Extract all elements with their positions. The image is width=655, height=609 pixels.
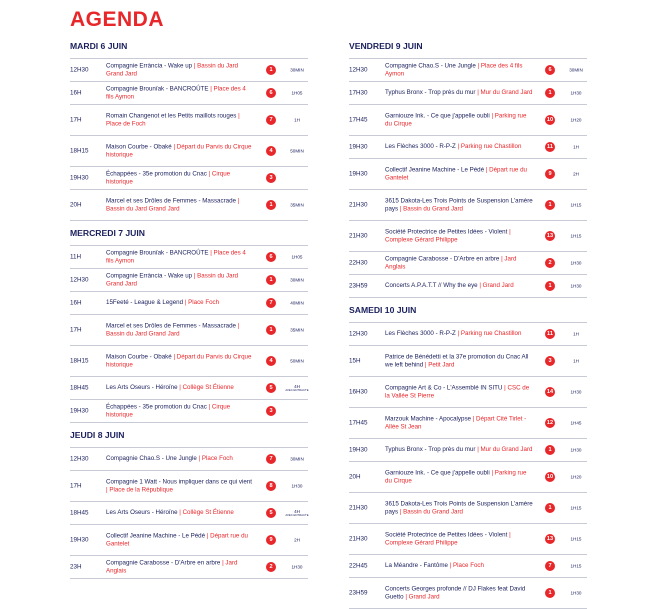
event-title: Concerts A.P.A.T.T // Why the eye (385, 282, 478, 290)
event-time: 20H (349, 473, 361, 481)
event-duration: 1H45 (570, 420, 582, 426)
event-location: | Bassin du Jard Grand Jard (106, 197, 240, 212)
event-duration: 1H15 (570, 202, 582, 208)
event-title: Maison Courbe - Obaké (106, 353, 172, 361)
event-location: | Place des 4 fils Aymon (106, 85, 246, 100)
event-duration: 1H (294, 117, 300, 123)
event-title: Compagnie Chao.S - Une Jungle (106, 455, 197, 463)
event-row (349, 252, 587, 275)
event-description (385, 112, 533, 127)
event-location: | Complexe Gérard Philippe (385, 531, 511, 546)
event-row (349, 524, 587, 555)
event-description (106, 509, 254, 517)
event-row (349, 159, 587, 190)
event-location: | Place Foch (449, 562, 484, 570)
event-location: | Petit Jard (424, 361, 455, 368)
event-location: | Départ du Parvis du Cirque historique (106, 353, 252, 368)
event-duration: 4H AVEC ENTRACTE (285, 508, 309, 517)
venue-number-badge: 14 (546, 389, 554, 395)
event-title: Échappées - 35e promotion du Cnac (106, 403, 207, 411)
event-description (385, 166, 533, 181)
day-heading: JEUDI 8 JUIN (70, 430, 125, 440)
event-title: Les Flèches 3000 - R-P-Z (385, 330, 456, 338)
event-time: 11H (70, 253, 82, 261)
venue-number-badge: 1 (266, 65, 276, 75)
event-duration: 1H (573, 358, 579, 364)
event-location: | Collège St Étienne (179, 509, 234, 517)
venue-number-badge: 3 (266, 173, 276, 183)
event-duration: 30MIN (290, 277, 304, 283)
event-description (106, 384, 254, 392)
event-location: | Bassin du Jard Grand Jard (106, 322, 240, 337)
event-description (385, 415, 533, 430)
event-row (70, 447, 308, 471)
event-row (70, 58, 308, 82)
event-row (349, 322, 587, 346)
venue-number-badge: 3 (266, 406, 276, 416)
left-column (70, 40, 308, 579)
event-time: 20H (70, 201, 82, 209)
event-description (106, 85, 254, 100)
event-time: 18H45 (70, 509, 89, 517)
event-title: Compagnie Brounïak - BANCROÛTE (106, 85, 209, 93)
event-location: | Grand Jard (405, 593, 440, 600)
event-row (349, 105, 587, 136)
event-duration: 1H05 (291, 90, 303, 96)
event-row (70, 245, 308, 269)
event-title: Collectif Jeanine Machine - Le Pédé (106, 532, 206, 540)
event-location: | CSC de la Vallée St Pierre (385, 384, 530, 399)
event-location: | Place Foch (184, 299, 220, 307)
event-description (106, 478, 254, 493)
event-row (70, 269, 308, 292)
event-time: 21H30 (349, 201, 368, 209)
event-location: | Parking rue Chastillon (457, 330, 522, 338)
event-time: 18H45 (70, 384, 89, 392)
event-duration: 2H (294, 537, 300, 543)
event-time: 15H (349, 357, 361, 365)
event-description (385, 446, 533, 454)
event-duration: 1H15 (570, 563, 582, 569)
event-row (349, 493, 587, 524)
day-heading: SAMEDI 10 JUIN (349, 305, 417, 315)
venue-number-badge: 5 (266, 508, 276, 518)
event-title: Garniouze Ink. - Ce que j'appelle oubli (385, 469, 490, 477)
venue-number-badge: 1 (545, 281, 555, 291)
event-description (106, 322, 254, 337)
venue-number-badge: 11 (545, 142, 555, 152)
event-time: 17H45 (349, 419, 368, 427)
event-duration: 1H15 (570, 233, 582, 239)
event-duration: 1H (573, 331, 579, 337)
event-title: Les Arts Oseurs - Héroïne (106, 509, 178, 517)
event-time: 23H59 (349, 282, 368, 290)
event-time: 19H30 (70, 174, 89, 182)
event-row (349, 82, 587, 105)
event-row (70, 525, 308, 556)
event-description (385, 282, 533, 290)
day-heading: MERCREDI 7 JUIN (70, 228, 145, 238)
venue-number-badge: 7 (545, 561, 555, 571)
event-time: 19H30 (349, 170, 368, 178)
venue-number-badge: 13 (546, 536, 554, 542)
day-heading: MARDI 6 JUIN (70, 41, 128, 51)
event-row (349, 462, 587, 493)
event-time: 21H30 (349, 504, 368, 512)
event-location: | Grand Jard (479, 282, 514, 290)
event-description (385, 585, 533, 600)
venue-number-badge: 11 (545, 329, 555, 339)
event-duration: 1H (573, 144, 579, 150)
event-title: Romain Changenot et les Petits maillots rouges (106, 112, 237, 120)
event-duration: 1H30 (570, 447, 582, 453)
event-title: Compagnie Brounïak - BANCROÛTE (106, 249, 209, 257)
event-duration: 50MIN (290, 358, 304, 364)
event-time: 12H30 (70, 66, 89, 74)
event-duration: 1H30 (570, 90, 582, 96)
event-title: Compagnie Errància - Wake up (106, 62, 193, 70)
event-title: Marcel et ses Drôles de Femmes - Massacrade (106, 197, 236, 205)
event-title: Les Flèches 3000 - R-P-Z (385, 143, 456, 151)
event-title: Compagnie Carabosse - D'Arbre en arbre (106, 559, 221, 567)
event-description (385, 62, 533, 77)
event-duration: 35MIN (290, 202, 304, 208)
event-title: Compagnie Carabosse - D'Arbre en arbre (385, 255, 500, 263)
event-location: | Place Foch (198, 455, 233, 463)
venue-number-badge: 9 (266, 535, 276, 545)
event-description (106, 170, 254, 185)
venue-number-badge: 13 (546, 233, 554, 239)
event-location: | Collège St Étienne (179, 384, 234, 392)
event-duration: 1H30 (570, 260, 582, 266)
venue-number-badge: 1 (266, 325, 276, 335)
event-title: Société Protectrice de Petites Idées - Violent (385, 531, 508, 539)
event-location: | Mur du Grand Jard (477, 446, 533, 454)
duration-note: AVEC ENTRACTE (285, 387, 309, 392)
event-description (106, 403, 254, 418)
event-row (70, 105, 308, 136)
event-duration: 30MIN (569, 67, 583, 73)
event-title: Maison Courbe - Obaké (106, 143, 172, 151)
event-title: Compagnie Errància - Wake up (106, 272, 193, 280)
event-description (106, 112, 254, 127)
event-location: | Parking rue du Cirque (385, 112, 527, 127)
event-description (385, 143, 533, 151)
event-description (385, 500, 533, 515)
event-description (385, 330, 533, 338)
event-location: | Cirque historique (106, 170, 231, 185)
day-heading: VENDREDI 9 JUIN (349, 41, 423, 51)
event-title: 15Feeté - League & Legend (106, 299, 184, 307)
event-description (385, 197, 533, 212)
event-row (70, 502, 308, 525)
event-time: 16H (70, 89, 82, 97)
event-row (70, 377, 308, 400)
event-location: | Bassin du Jard Grand Jard (106, 272, 239, 287)
venue-number-badge: 10 (546, 117, 554, 123)
event-description (106, 272, 254, 287)
event-time: 23H59 (349, 589, 368, 597)
event-title: Compagnie 1 Watt - Nous impliquer dans ce qui vient (106, 478, 252, 486)
venue-number-badge: 4 (266, 146, 276, 156)
venue-number-badge: 6 (545, 65, 555, 75)
event-row (70, 167, 308, 190)
event-time: 17H (70, 116, 82, 124)
event-duration: 50MIN (290, 148, 304, 154)
event-location: | Complexe Gérard Philippe (385, 228, 511, 243)
venue-number-badge: 1 (545, 200, 555, 210)
event-description (385, 255, 533, 270)
event-location: | Départ Cité Tirlet - Allée St Jean (385, 415, 527, 430)
event-row (70, 315, 308, 346)
event-location: | Mur du Grand Jard (477, 89, 533, 97)
event-row (349, 58, 587, 82)
venue-number-badge: 6 (266, 88, 276, 98)
event-location: | Parking rue du Cirque (385, 469, 527, 484)
event-description (385, 228, 533, 243)
venue-number-badge: 1 (545, 445, 555, 455)
event-description (106, 143, 254, 158)
venue-number-badge: 1 (545, 88, 555, 98)
venue-number-badge: 10 (546, 474, 554, 480)
event-title: 3615 Dakota-Les Trois Points de Suspension L'amère pays (385, 500, 533, 515)
event-title: Patrice de Bénédetti et la 37e promotion du Cnac All we left behind (385, 353, 529, 368)
event-duration: 1H30 (570, 590, 582, 596)
event-row (70, 190, 308, 221)
event-location: | Départ rue du Gantelet (385, 166, 527, 181)
venue-number-badge: 7 (266, 298, 276, 308)
event-description (106, 197, 254, 212)
event-description (385, 469, 533, 484)
event-duration: 1H30 (291, 483, 303, 489)
page-title: AGENDA (70, 8, 165, 31)
event-duration: 4H AVEC ENTRACTE (285, 383, 309, 392)
event-title: Typhus Bronx - Trop près du mur (385, 446, 476, 454)
event-title: La Méandre - Fantôme (385, 562, 448, 570)
event-description (106, 559, 254, 574)
event-title: 3615 Dakota-Les Trois Points de Suspension L'amère pays (385, 197, 533, 212)
event-row (70, 471, 308, 502)
event-time: 12H30 (70, 455, 89, 463)
event-location: | Cirque historique (106, 403, 231, 418)
event-location: | Place de la République (106, 486, 173, 493)
event-location: | Place des 4 fils Aymon (106, 249, 246, 264)
event-title: Marcel et ses Drôles de Femmes - Massacrade (106, 322, 236, 330)
event-row (349, 275, 587, 298)
event-row (70, 346, 308, 377)
duration-note: AVEC ENTRACTE (285, 512, 309, 517)
venue-number-badge: 1 (545, 588, 555, 598)
event-description (106, 249, 254, 264)
venue-number-badge: 2 (545, 258, 555, 268)
event-time: 12H30 (349, 66, 368, 74)
event-description (106, 532, 254, 547)
venue-number-badge: 7 (266, 115, 276, 125)
event-title: Collectif Jeanine Machine - Le Pédé (385, 166, 485, 174)
event-row (349, 439, 587, 462)
venue-number-badge: 5 (266, 383, 276, 393)
event-row (70, 82, 308, 105)
venue-number-badge: 4 (266, 356, 276, 366)
event-time: 22H30 (349, 259, 368, 267)
event-location: | Parking rue Chastillon (457, 143, 522, 151)
venue-number-badge: 9 (545, 169, 555, 179)
event-title: Les Arts Oseurs - Héroïne (106, 384, 178, 392)
venue-number-badge: 12 (546, 420, 554, 426)
event-location: | Jard Anglais (385, 255, 517, 270)
event-title: Concerts Georges profonde // DJ Flakes feat David Guetto (385, 585, 526, 600)
event-row (349, 377, 587, 408)
event-time: 16H30 (349, 388, 368, 396)
event-title: Typhus Bronx - Trop près du mur (385, 89, 476, 97)
event-duration: 1H30 (291, 564, 303, 570)
event-duration: 30MIN (290, 67, 304, 73)
event-location: | Départ rue du Gantelet (106, 532, 248, 547)
event-time: 19H30 (349, 143, 368, 151)
event-time: 17H (70, 482, 82, 490)
event-duration: 1H15 (570, 536, 582, 542)
event-time: 22H45 (349, 562, 368, 570)
event-time: 19H30 (70, 407, 89, 415)
event-location: | Bassin du Grand Jard (399, 508, 463, 515)
event-time: 18H15 (70, 357, 89, 365)
event-title: Société Protectrice de Petites Idées - Violent (385, 228, 508, 236)
event-time: 17H (70, 326, 82, 334)
event-description (385, 562, 533, 570)
event-location: | Place de Foch (106, 112, 240, 127)
event-time: 21H30 (349, 535, 368, 543)
event-title: Compagnie Art & Co - L'Assemblé IN SITU (385, 384, 503, 392)
event-row (70, 400, 308, 423)
event-description (106, 299, 254, 307)
event-row (349, 408, 587, 439)
event-duration: 1H30 (570, 283, 582, 289)
venue-number-badge: 8 (266, 481, 276, 491)
event-title: Échappées - 35e promotion du Cnac (106, 170, 207, 178)
event-duration: 1H15 (570, 505, 582, 511)
event-time: 21H30 (349, 232, 368, 240)
event-duration: 1H30 (570, 389, 582, 395)
event-row (70, 136, 308, 167)
event-duration: 1H20 (570, 474, 582, 480)
event-row (349, 221, 587, 252)
event-duration: 35MIN (290, 327, 304, 333)
venue-number-badge: 7 (266, 454, 276, 464)
event-duration: 30MIN (290, 456, 304, 462)
event-time: 12H30 (70, 276, 89, 284)
event-description (385, 89, 533, 97)
event-title: Compagnie Chao.S - Une Jungle (385, 62, 476, 70)
event-time: 17H30 (349, 89, 368, 97)
event-location: | Départ du Parvis du Cirque historique (106, 143, 252, 158)
venue-number-badge: 2 (266, 562, 276, 572)
event-description (385, 384, 533, 399)
event-row (349, 136, 587, 159)
venue-number-badge: 1 (266, 275, 276, 285)
event-time: 17H45 (349, 116, 368, 124)
event-title: Marzouk Machine - Apocalypse (385, 415, 471, 423)
event-title: Garniouze Ink. - Ce que j'appelle oubli (385, 112, 490, 120)
event-duration: 1H05 (291, 254, 303, 260)
event-row (349, 555, 587, 578)
venue-number-badge: 1 (266, 200, 276, 210)
event-row (349, 190, 587, 221)
event-location: | Bassin du Grand Jard (399, 205, 463, 212)
event-description (385, 531, 533, 546)
event-description (106, 353, 254, 368)
event-row (349, 578, 587, 609)
event-row (70, 556, 308, 579)
event-time: 16H (70, 299, 82, 307)
event-time: 18H15 (70, 147, 89, 155)
event-location: | Place des 4 fils Aymon (385, 62, 523, 77)
event-row (349, 346, 587, 377)
venue-number-badge: 3 (545, 356, 555, 366)
event-description (106, 455, 254, 463)
event-time: 23H (70, 563, 82, 571)
event-location: | Bassin du Jard Grand Jard (106, 62, 239, 77)
right-column (349, 40, 587, 609)
venue-number-badge: 6 (266, 252, 276, 262)
event-time: 19H30 (70, 536, 89, 544)
event-description (385, 353, 533, 368)
event-row (70, 292, 308, 315)
event-location: | Jard Anglais (106, 559, 238, 574)
event-time: 12H30 (349, 330, 368, 338)
event-duration: 1H20 (570, 117, 582, 123)
event-time: 19H30 (349, 446, 368, 454)
event-description (106, 62, 254, 77)
venue-number-badge: 1 (545, 503, 555, 513)
event-duration: 2H (573, 171, 579, 177)
event-duration: 40MIN (290, 300, 304, 306)
